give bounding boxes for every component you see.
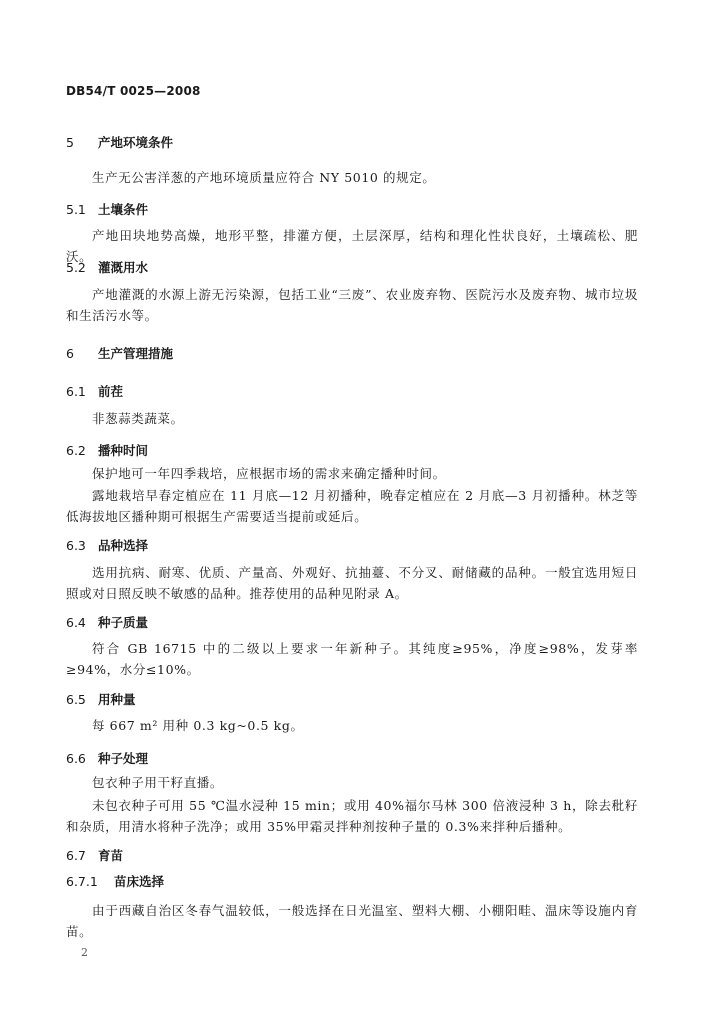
section-title: 品种选择 bbox=[98, 538, 149, 553]
section-number: 5 bbox=[66, 135, 74, 150]
section-6-6-paragraph-2: 未包衣种子可用 55 ℃温水浸种 15 min；或用 40%福尔马林 300 倍液浸种 3 h，除去秕籽和杂质，用清水将种子洗净；或用 35%甲霜灵拌种剂按种子量的 0.3%来拌种后播种。 bbox=[66, 798, 638, 834]
section-title: 育苗 bbox=[98, 848, 124, 863]
section-6-4-paragraph: 符合 GB 16715 中的二级以上要求一年新种子。其纯度≥95%，净度≥98%，发芽率≥94%，水分≤10%。 bbox=[66, 641, 638, 677]
section-title: 播种时间 bbox=[98, 443, 149, 458]
section-number: 5.1 bbox=[66, 202, 86, 217]
section-number: 6.3 bbox=[66, 538, 86, 553]
section-6-heading bbox=[66, 344, 173, 362]
standard-code-header: DB54/T 0025—2008 bbox=[66, 84, 201, 98]
section-5-paragraph: 生产无公害洋葱的产地环境质量应符合 NY 5010 的规定。 bbox=[92, 170, 436, 185]
section-number: 6.4 bbox=[66, 615, 86, 630]
section-title: 产地环境条件 bbox=[98, 135, 174, 150]
section-number: 6.1 bbox=[66, 384, 86, 399]
section-5-2-heading bbox=[66, 258, 148, 276]
section-5-heading bbox=[66, 133, 173, 151]
section-number: 5.2 bbox=[66, 260, 86, 275]
section-6-4-heading bbox=[66, 613, 148, 631]
section-title: 生产管理措施 bbox=[98, 346, 174, 361]
section-6-2-paragraph-2: 露地栽培早春定植应在 11 月底—12 月初播种，晚春定植应在 2 月底—3 月初播种。林芝等低海拔地区播种期可根据生产需要适当提前或延后。 bbox=[66, 488, 638, 524]
section-6-3-paragraph: 选用抗病、耐寒、优质、产量高、外观好、抗抽薹、不分叉、耐储藏的品种。一般宜选用短日照或对日照反映不敏感的品种。推荐使用的品种见附录 A。 bbox=[66, 565, 638, 601]
section-6-5-heading bbox=[66, 690, 136, 708]
section-6-2-paragraph-1: 保护地可一年四季栽培，应根据市场的需求来确定播种时间。 bbox=[92, 466, 446, 481]
section-6-6-heading bbox=[66, 749, 148, 767]
section-number: 6.5 bbox=[66, 692, 86, 707]
section-title: 种子质量 bbox=[98, 615, 149, 630]
section-6-2-heading bbox=[66, 441, 148, 459]
section-number: 6 bbox=[66, 346, 74, 361]
section-6-1-paragraph: 非葱蒜类蔬菜。 bbox=[92, 411, 184, 426]
section-title: 灌溉用水 bbox=[98, 260, 149, 275]
section-6-7-heading bbox=[66, 846, 123, 864]
section-6-3-heading bbox=[66, 536, 148, 554]
section-title: 前茬 bbox=[98, 384, 124, 399]
section-title: 苗床选择 bbox=[114, 874, 165, 889]
section-number: 6.7.1 bbox=[66, 874, 98, 889]
section-5-2-paragraph: 产地灌溉的水源上游无污染源，包括工业“三废”、农业废弃物、医院污水及废弃物、城市垃圾和生活污水等。 bbox=[66, 287, 638, 323]
section-6-7-1-heading bbox=[66, 872, 164, 890]
section-6-7-1-paragraph: 由于西藏自治区冬春气温较低，一般选择在日光温室、塑料大棚、小棚阳畦、温床等设施内育苗。 bbox=[66, 903, 638, 939]
section-title: 种子处理 bbox=[98, 751, 149, 766]
section-title: 土壤条件 bbox=[98, 202, 149, 217]
section-number: 6.6 bbox=[66, 751, 86, 766]
section-6-5-paragraph: 每 667 m² 用种 0.3 kg~0.5 kg。 bbox=[92, 718, 304, 733]
section-6-6-paragraph-1: 包衣种子用干籽直播。 bbox=[92, 775, 224, 790]
page-number: 2 bbox=[81, 946, 88, 959]
section-5-1-heading bbox=[66, 200, 148, 218]
section-title: 用种量 bbox=[98, 692, 136, 707]
section-5-1-paragraph: 产地田块地势高燥，地形平整，排灌方便，土层深厚，结构和理化性状良好，土壤疏松、肥沃。 bbox=[66, 228, 638, 264]
section-6-1-heading bbox=[66, 382, 123, 400]
section-number: 6.2 bbox=[66, 443, 86, 458]
section-number: 6.7 bbox=[66, 848, 86, 863]
